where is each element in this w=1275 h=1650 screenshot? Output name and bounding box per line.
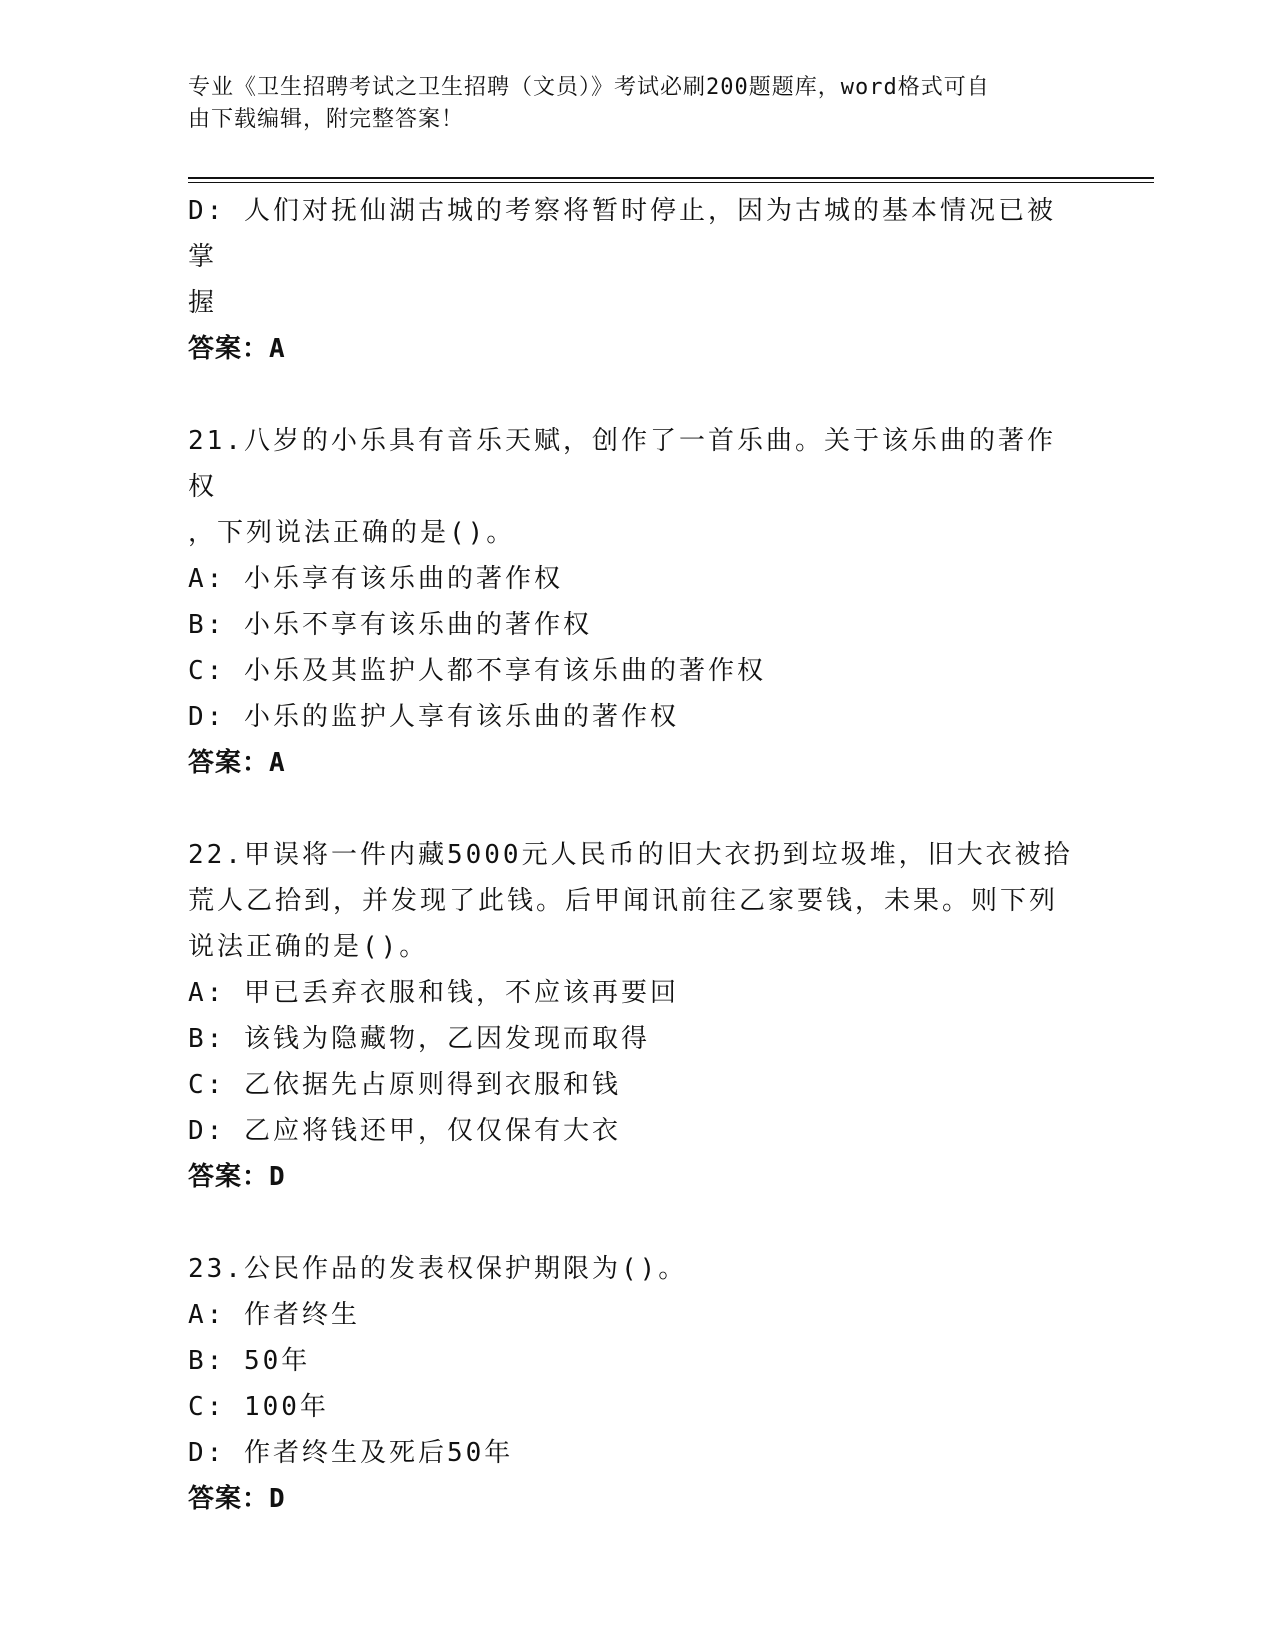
answer-line: 答案：D	[188, 1162, 286, 1192]
option-d: D: 乙应将钱还甲，仅仅保有大衣	[188, 1116, 621, 1146]
question-stem: 22.甲误将一件内藏5000元人民币的旧大衣扔到垃圾堆，旧大衣被拾	[188, 840, 1073, 870]
option-b: B: 50年	[188, 1346, 311, 1376]
spacer	[188, 1200, 1078, 1246]
header-divider-thin	[188, 182, 1154, 183]
option-b: B: 该钱为隐藏物，乙因发现而取得	[188, 1024, 650, 1054]
option-d: D: 作者终生及死后50年	[188, 1438, 514, 1468]
option-d: D: 人们对抚仙湖古城的考察将暂时停止，因为古城的基本情况已被掌	[188, 196, 1056, 272]
answer-line: 答案：D	[188, 1484, 286, 1514]
header-line-1: 专业《卫生招聘考试之卫生招聘（文员）》考试必刷200题题库，word格式可自	[188, 75, 990, 100]
option-d-continued: 握	[188, 288, 218, 318]
question-stem-continued: ，下列说法正确的是()。	[188, 518, 516, 548]
option-c: C: 小乐及其监护人都不享有该乐曲的著作权	[188, 656, 766, 686]
question-stem: 23.公民作品的发表权保护期限为()。	[188, 1254, 688, 1284]
question-22	[188, 832, 1078, 1200]
answer-line: 答案：A	[188, 748, 286, 778]
spacer	[188, 372, 1078, 418]
option-a: A: 小乐享有该乐曲的著作权	[188, 564, 563, 594]
header-divider-thick	[188, 177, 1154, 179]
answer-line: 答案：A	[188, 334, 286, 364]
previous-question-tail	[188, 188, 1078, 372]
question-stem: 21.八岁的小乐具有音乐天赋，创作了一首乐曲。关于该乐曲的著作权	[188, 426, 1056, 502]
document-body	[188, 188, 1078, 1522]
option-c: C: 乙依据先占原则得到衣服和钱	[188, 1070, 621, 1100]
question-21	[188, 418, 1078, 786]
option-c: C: 100年	[188, 1392, 329, 1422]
option-a: A: 甲已丢弃衣服和钱，不应该再要回	[188, 978, 679, 1008]
header-line-2: 由下载编辑，附完整答案！	[188, 107, 465, 132]
option-a: A: 作者终生	[188, 1300, 360, 1330]
question-stem-continued: 荒人乙拾到，并发现了此钱。后甲闻讯前往乙家要钱，未果。则下列	[188, 886, 1059, 916]
option-d: D: 小乐的监护人享有该乐曲的著作权	[188, 702, 679, 732]
option-b: B: 小乐不享有该乐曲的著作权	[188, 610, 592, 640]
question-stem-continued: 说法正确的是()。	[188, 932, 429, 962]
document-header	[188, 72, 1078, 136]
spacer	[188, 786, 1078, 832]
question-23	[188, 1246, 1078, 1522]
